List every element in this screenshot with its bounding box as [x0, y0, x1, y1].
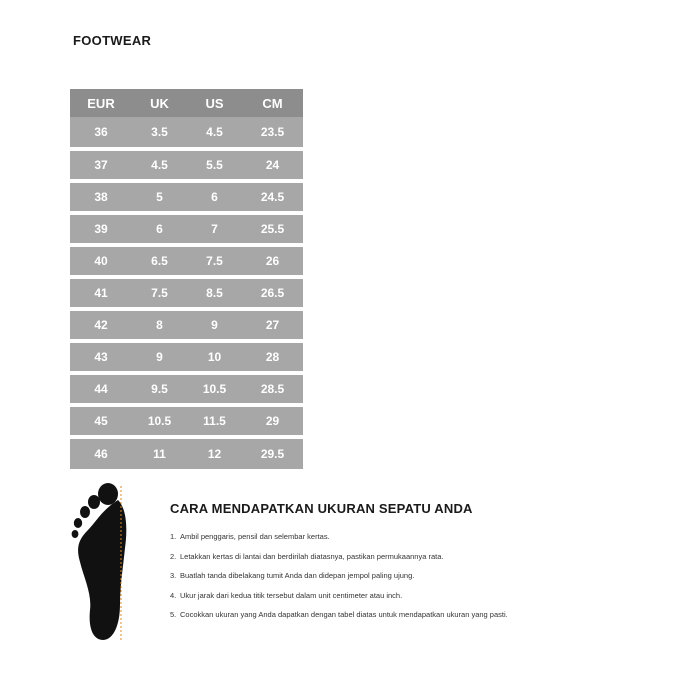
cell-eur: 43 [70, 341, 132, 373]
cell-us: 9 [187, 309, 242, 341]
cell-eur: 38 [70, 181, 132, 213]
cell-cm: 29.5 [242, 437, 303, 469]
guide-step [170, 571, 508, 591]
cell-uk: 9.5 [132, 373, 187, 405]
cell-us: 12 [187, 437, 242, 469]
cell-eur: 36 [94, 125, 108, 139]
step-number: 1. [170, 532, 177, 541]
guide-step [170, 552, 508, 572]
cell-eur: 45 [70, 405, 132, 437]
cell-eur: 37 [70, 149, 132, 181]
cell-eur: 40 [70, 245, 132, 277]
cell-eur: 39 [70, 213, 132, 245]
cell-cm: 27 [242, 309, 303, 341]
table-row [70, 437, 303, 469]
step-text: Buatlah tanda dibelakang tumit Anda dan didepan jempol paling ujung. [180, 571, 415, 580]
cell-us: 5.5 [187, 149, 242, 181]
size-chart-table [70, 89, 303, 469]
table-body [70, 117, 303, 469]
cell-eur: 41 [70, 277, 132, 309]
step-text: Ukur jarak dari kedua titik tersebut dalam unit centimeter atau inch. [180, 590, 403, 600]
cell-us: 6 [187, 181, 242, 213]
table-row [70, 181, 303, 213]
cell-uk: 3.5 [151, 125, 168, 139]
cell-cm: 25.5 [242, 213, 303, 245]
table-row [70, 309, 303, 341]
step-number: 3. [170, 571, 177, 580]
table-row [70, 373, 303, 405]
cell-cm: 26.5 [242, 277, 303, 309]
cell-cm: 26 [242, 245, 303, 277]
step-text: Ambil penggaris, pensil dan selembar kertas. [180, 532, 330, 541]
cell-us: 11.5 [187, 405, 242, 437]
cell-uk: 10.5 [132, 405, 187, 437]
cell-us: 10 [187, 341, 242, 373]
cell-uk: 5 [132, 181, 187, 213]
cell-us: 8.5 [187, 277, 242, 309]
cell-eur: 46 [70, 437, 132, 469]
header-cm: CM [262, 95, 283, 111]
cell-us: 7.5 [187, 245, 242, 277]
cell-eur: 42 [70, 309, 132, 341]
step-number: 5. [170, 610, 177, 619]
cell-cm: 29 [242, 405, 303, 437]
cell-uk: 11 [132, 437, 187, 469]
page-title: FOOTWEAR [73, 33, 152, 48]
cell-eur: 44 [70, 373, 132, 405]
cell-uk: 6.5 [132, 245, 187, 277]
header-us: US [205, 95, 224, 111]
guide-steps-list [170, 532, 508, 630]
table-row [70, 341, 303, 373]
cell-us: 10.5 [187, 373, 242, 405]
header-eur: EUR [87, 95, 115, 111]
cell-cm: 24.5 [242, 181, 303, 213]
cell-uk: 6 [132, 213, 187, 245]
cell-cm: 24 [242, 149, 303, 181]
table-header-row [70, 89, 303, 117]
step-text: Letakkan kertas di lantai dan berdirilah diatasnya, pastikan permukaannya rata. [180, 551, 444, 561]
step-number: 4. [170, 590, 177, 600]
table-row [70, 149, 303, 181]
table-row [70, 213, 303, 245]
cell-uk: 8 [132, 309, 187, 341]
guide-title: CARA MENDAPATKAN UKURAN SEPATU ANDA [170, 501, 473, 516]
table-row [70, 277, 303, 309]
table-row [70, 117, 303, 149]
guide-step [170, 591, 508, 611]
cell-uk: 9 [132, 341, 187, 373]
cell-cm: 28 [242, 341, 303, 373]
cell-uk: 4.5 [132, 149, 187, 181]
foot-silhouette-icon [68, 482, 148, 642]
table-row [70, 245, 303, 277]
cell-cm: 28.5 [242, 373, 303, 405]
step-text: Cocokkan ukuran yang Anda dapatkan dengan tabel diatas untuk mendapatkan ukuran yang pasti. [180, 610, 508, 619]
cell-us: 4.5 [206, 125, 223, 139]
cell-us: 7 [187, 213, 242, 245]
guide-step [170, 610, 508, 630]
table-row [70, 405, 303, 437]
guide-step [170, 532, 508, 552]
cell-cm: 23.5 [260, 125, 285, 139]
cell-uk: 7.5 [132, 277, 187, 309]
step-number: 2. [170, 551, 177, 561]
header-uk: UK [150, 95, 169, 111]
